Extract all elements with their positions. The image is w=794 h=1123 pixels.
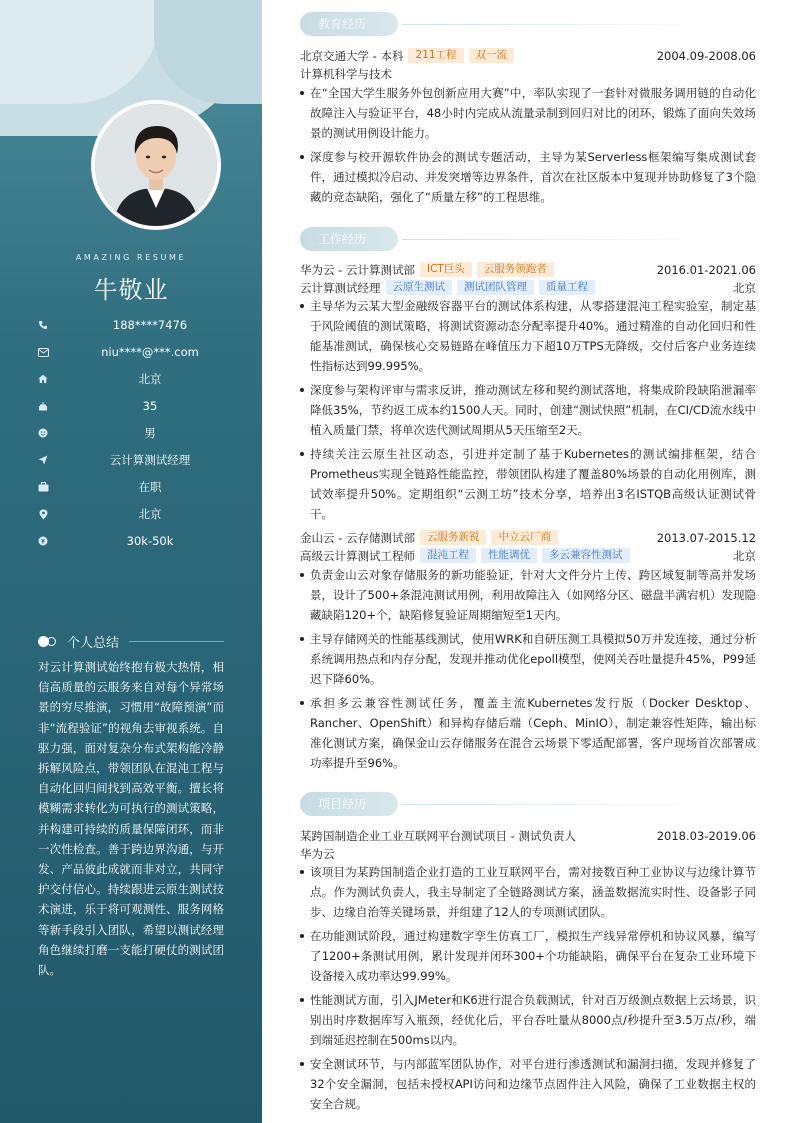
tag-badge: 211工程 (408, 48, 463, 63)
list-item: 深度参与校开源软件协会的测试专题活动，主导为某Serverless框架编写集成测试套件，通过模拟冷启动、并发突增等边界条件，首次在社区版本中复现并协助修复了3个隐藏的竞态缺陷，强化了“质量左移”的工程思维。 (300, 147, 756, 207)
skill-badge: 质量工程 (539, 280, 595, 295)
email-value: niu****@***.com (101, 345, 199, 359)
period: 2016.01-2021.06 (656, 262, 756, 277)
tag-badge: ICT巨头 (420, 262, 472, 277)
phone-value: 188****7476 (112, 318, 188, 332)
position-value: 云计算测试经理 (109, 453, 191, 467)
list-item: 负责金山云对象存储服务的新功能验证，针对大文件分片上传、跨区域复制等高并发场景，设计了500+条混沌测试用例，利用故障注入（如网络分区、磁盘半满宕机）发现隐藏缺陷120+个，缺陷修复验证周期缩短至1天内。 (300, 565, 756, 625)
info-position (36, 452, 246, 468)
skill-badge: 测试团队管理 (457, 280, 534, 295)
job-bullets (300, 296, 756, 528)
list-item: 该项目为某跨国制造企业打造的工业互联网平台，需对接数百种工业协议与边缘计算节点。作为测试负责人，我主导制定了全链路测试方案，涵盖数据流实时性、设备影子同步、边缘自治等关键场景，并组建了12人的专项测试团队。 (300, 862, 756, 922)
toggle-icon (38, 636, 58, 647)
section-title: 教育经历 (300, 12, 398, 36)
salary-value: 30k-50k (126, 534, 174, 548)
education-bullets (300, 83, 756, 211)
summary-header (38, 631, 224, 651)
job-role: 云计算测试经理 (300, 280, 381, 295)
project-name: 某跨国制造企业工业互联网平台测试项目 - 测试负责人 (300, 828, 576, 843)
tag-badge: 中立云厂商 (491, 530, 558, 545)
list-item: 主导华为云某大型金融级容器平台的测试体系构建，从零搭建混沌工程实验室，制定基于风险阈值的测试策略，将测试资源动态分配率提升40%。通过精准的自动化回归和性能基准测试，确保核心交易链路在峰值压力下超10万TPS无降级，交付后客户业务连续性指标达到99.995%。 (300, 296, 756, 376)
section-title: 工作经历 (300, 227, 398, 251)
resume-tagline: AMAZING RESUME (75, 253, 187, 262)
list-item: 在功能测试阶段，通过构建数字孪生仿真工厂，模拟生产线异常停机和协议风暴，编写了1200+条测试用例，累计发现并闭环300+个功能缺陷，确保平台在复杂工业环境下设备接入成功率达99.99%。 (300, 926, 756, 986)
job-role-row (300, 547, 756, 564)
major: 计算机科学与技术 (300, 66, 392, 81)
summary-title: 个人总结 (67, 635, 120, 651)
school-name: 北京交通大学 - 本科 (300, 48, 404, 63)
project-entry (300, 827, 756, 844)
tag-badge: 云服务领跑者 (477, 262, 554, 277)
project-org-row (300, 845, 756, 862)
residence-value: 北京 (138, 372, 162, 386)
info-status (36, 479, 246, 495)
job-entry (300, 529, 756, 546)
info-location (36, 506, 246, 522)
divider (402, 24, 722, 25)
tag-badge: 双一流 (469, 48, 515, 63)
sidebar (0, 0, 262, 1123)
section-project-header (300, 792, 722, 816)
job-entry (300, 261, 756, 278)
education-entry (300, 47, 756, 64)
period: 2018.03-2019.06 (656, 828, 756, 843)
section-work-header (300, 227, 722, 251)
list-item: 承担多云兼容性测试任务，覆盖主流Kubernetes发行版（Docker Desktop、Rancher、OpenShift）和异构存储后端（Ceph、MinIO），制定兼容性矩阵，输出标准化测试方案，确保金山云存储服务在混合云场景下零适配部署，客户现场首次部署成功率提升至96%。 (300, 693, 756, 773)
company-name: 金山云 - 云存储测试部 (300, 530, 415, 545)
skill-badge: 性能调优 (481, 548, 537, 563)
section-title: 项目经历 (300, 792, 398, 816)
period: 2013.07-2015.12 (656, 530, 756, 545)
skill-badge: 混沌工程 (420, 548, 476, 563)
location-value: 北京 (138, 507, 162, 521)
divider (402, 804, 722, 805)
divider (402, 239, 722, 240)
list-item: 性能测试方面，引入JMeter和K6进行混合负载测试，针对百万级测点数据上云场景，识别出时序数据库写入瓶颈，经优化后，平台吞吐量从8000点/秒提升至3.5万点/秒，端到端延迟控制在500ms以内。 (300, 990, 756, 1050)
list-item: 深度参与架构评审与需求反讲，推动测试左移和契约测试落地，将集成阶段缺陷泄漏率降低35%，节约返工成本约1500人天。同时，创建“测试快照”机制，在CI/CD流水线中植入质量门禁，将单次迭代测试周期从5天压缩至2天。 (300, 380, 756, 440)
list-item: 安全测试环节，与内部蓝军团队协作，对平台进行渗透测试和漏洞扫描，发现并修复了32个安全漏洞，包括未授权API访问和边缘节点固件注入风险，确保了工业数据主权的安全合规。 (300, 1054, 756, 1114)
info-salary (36, 533, 246, 549)
list-item: 持续关注云原生社区动态，引进并定制了基于Kubernetes的测试编排框架，结合Prometheus实现全链路性能监控，带领团队构建了覆盖80%场景的自动化用例库，测试效率提升50%。定期组织“云测工坊”技术分享，培养出3名ISTQB高级认证测试骨干。 (300, 444, 756, 524)
major-row (300, 65, 756, 82)
project-org: 华为云 (300, 846, 335, 861)
project-bullets (300, 862, 756, 1118)
avatar-portrait (95, 104, 217, 226)
company-name: 华为云 - 云计算测试部 (300, 262, 415, 277)
skill-badge: 多云兼容性测试 (542, 548, 630, 563)
divider (129, 641, 224, 642)
candidate-name: 牛敬业 (93, 276, 169, 304)
info-gender (36, 425, 246, 441)
gender-value: 男 (144, 426, 156, 440)
info-phone (36, 317, 246, 333)
period: 2004.09-2008.06 (656, 48, 756, 63)
job-role: 高级云计算测试工程师 (300, 548, 415, 563)
status-value: 在职 (138, 480, 162, 494)
summary-text: 对云计算测试始终抱有极大热情，相信高质量的云服务来自对每个异常场景的穷尽推演，习惯用“故障预演”而非“流程验证”的视角去审视系统。自驱力强，面对复杂分布式架构能冷静拆解风险点，带领团队在混沌工程与自动化回归间找到高效平衡。擅长将模糊需求转化为可执行的测试策略，并构建可持续的质量保障闭环，而非一次性检查。善于跨边界沟通，与开发、产品彼此成就而非对立，共同守护交付信心。持续跟进云原生测试技术演进，乐于将可观测性、服务网格等新手段引入团队，希望以测试经理角色继续打磨一支能打硬仗的测试团队。 (38, 660, 224, 978)
info-residence (36, 371, 246, 387)
age-value: 35 (142, 399, 158, 413)
avatar (91, 100, 221, 230)
tag-badge: 云服务新锐 (420, 530, 487, 545)
info-age (36, 398, 246, 414)
info-email (36, 344, 246, 360)
list-item: 主导存储网关的性能基线测试，使用WRK和自研压测工具模拟50万并发连接，通过分析系统调用热点和内存分配，发现并推动优化epoll模型，使网关吞吐量提升45%，P99延迟下降60%。 (300, 629, 756, 689)
skill-badge: 云原生测试 (386, 280, 453, 295)
section-education-header (300, 12, 722, 36)
job-city: 北京 (733, 548, 756, 563)
job-city: 北京 (733, 280, 756, 295)
main-content (262, 0, 794, 1123)
job-bullets (300, 565, 756, 777)
list-item: 在“全国大学生服务外包创新应用大赛”中，率队实现了一套针对微服务调用链的自动化故障注入与验证平台，48小时内完成从流量录制到回归对比的闭环，锻炼了面向失效场景的测试用例设计能力。 (300, 83, 756, 143)
job-role-row (300, 279, 756, 296)
